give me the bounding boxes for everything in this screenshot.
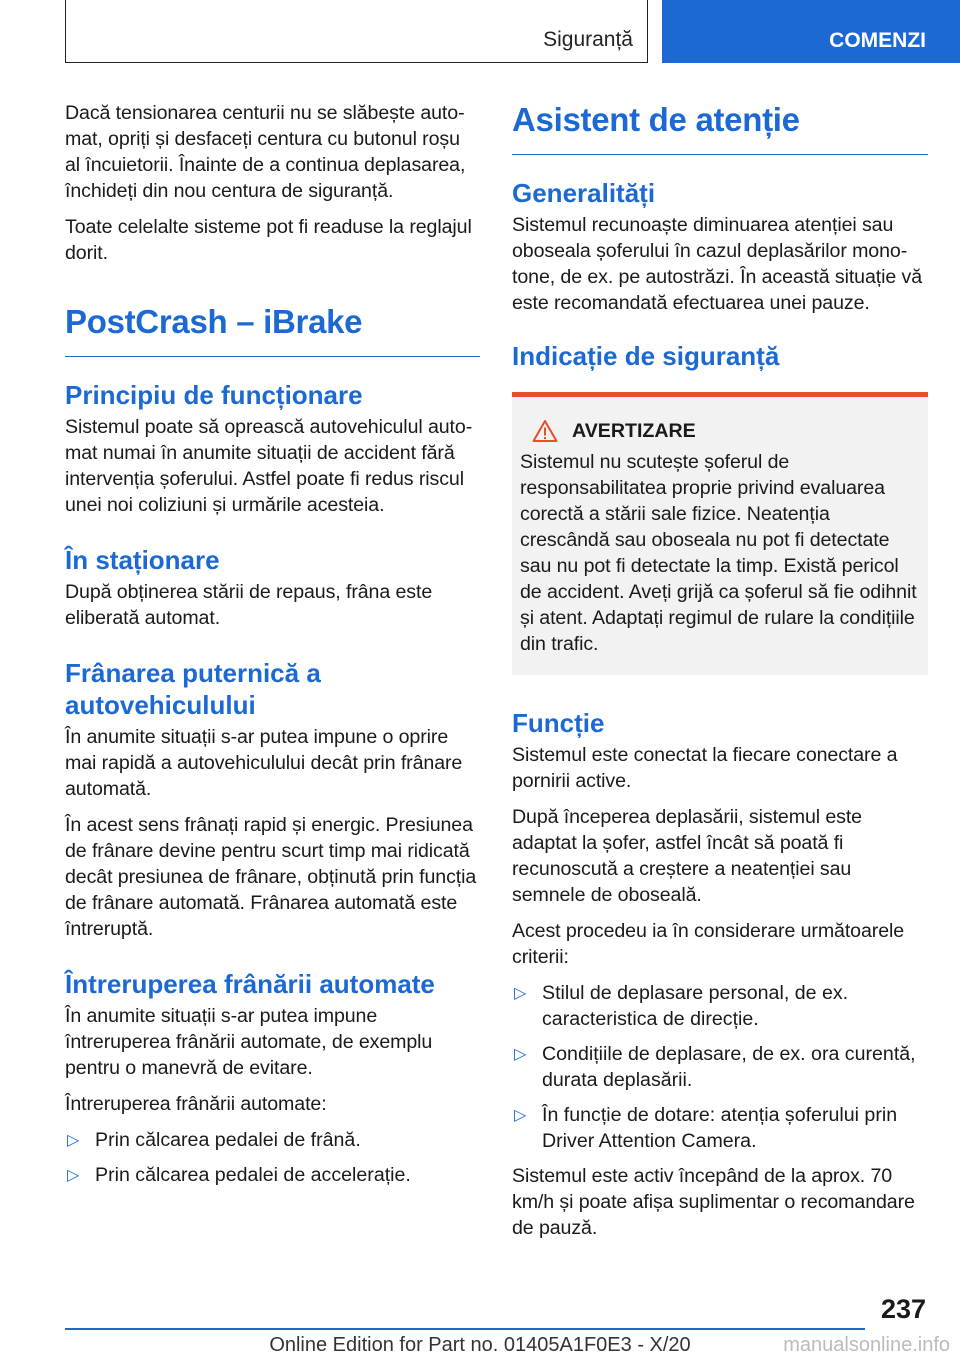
- warning-title: AVERTIZARE: [572, 419, 696, 442]
- triangle-bullet-icon: ▷: [514, 985, 527, 1002]
- subheading-stationare: În staționare: [65, 545, 220, 575]
- triangle-bullet-icon: ▷: [67, 1167, 80, 1184]
- page-number: 237: [880, 1294, 926, 1324]
- warning-box: [512, 392, 928, 675]
- list-item: ▷ Prin călcarea pedalei de accelerație.: [65, 1162, 480, 1188]
- triangle-bullet-icon: ▷: [514, 1046, 527, 1063]
- triangle-bullet-icon: ▷: [514, 1107, 527, 1124]
- header-section-title: Siguranță: [543, 28, 633, 51]
- paragraph: Întreruperea frânării automate:: [65, 1093, 327, 1115]
- left-column: [65, 100, 480, 1197]
- subheading-functie: Funcție: [512, 708, 605, 738]
- paragraph: În acest sens frânați rapid și energic. Presiunea de frânare devine pentru scurt timp mai ridicată decât presiunea de frânare, obținută prin funcția de frânare automată. Frânarea automată este întreruptă.: [65, 814, 477, 940]
- footer-divider: [65, 1328, 865, 1330]
- section-heading-asistent: Asistent de atenție: [512, 100, 928, 155]
- subheading-principiu: Principiu de funcționare: [65, 380, 363, 410]
- header-chapter-title: COMENZI: [829, 29, 926, 52]
- warning-triangle-icon: [532, 419, 558, 443]
- paragraph: Sistemul este activ începând de la aprox. 70 km/h și poate afișa suplimentar o recomandare de pauză.: [512, 1165, 915, 1239]
- paragraph: Sistemul este conectat la fiecare conectare a pornirii active.: [512, 744, 898, 792]
- right-column: [512, 100, 928, 1251]
- section-heading-postcrash: PostCrash – iBrake: [65, 302, 480, 357]
- paragraph: Sistemul recunoaște diminuarea atenției sau oboseala șoferului în cazul deplasărilor monotone, de ex. pe autostrăzi. În această situație vă este recomandată efectuarea unei pauze.: [512, 214, 922, 314]
- header-section-tab: [65, 0, 648, 63]
- bullet-list: [512, 980, 928, 1154]
- list-item: ▷ Condițiile de deplasare, de ex. ora curentă, durata deplasării.: [514, 1043, 916, 1091]
- bullet-list: [65, 1127, 480, 1188]
- paragraph: După începerea deplasării, sistemul este adaptat la șofer, astfel încât să poată fi recunoscută a creștere a neatenției sau semnele de oboseală.: [512, 806, 862, 906]
- header-chapter-tab[interactable]: [662, 0, 960, 63]
- paragraph: Toate celelalte sisteme pot fi readuse la reglajul dorit.: [65, 216, 472, 264]
- list-item: ▷ Prin călcarea pedalei de frână.: [65, 1127, 480, 1153]
- list-item: ▷ În funcție de dotare: atenția șoferului prin Driver Attention Camera.: [514, 1104, 898, 1152]
- paragraph: După obținerea stării de repaus, frâna este eliberată automat.: [65, 581, 433, 629]
- warning-text: Sistemul nu scutește șoferul de responsabilitatea proprie privind evaluarea corectă a stării sale fizice. Neatenția crescândă sau oboseala nu pot fi detectate sau nu pot fi detectate la timp. Există pericol de accident. Aveți grijă ca șoferul să fie odihnit și atent. Adaptați regimul de rulare la condițiile din trafic.: [520, 451, 917, 655]
- paragraph: Acest procedeu ia în considerare următoarele criterii:: [512, 920, 905, 968]
- subheading-intrerupere: Întreruperea frânării automate: [65, 969, 435, 999]
- subheading-indicatie: Indicație de siguranță: [512, 341, 780, 371]
- paragraph: Dacă tensionarea centurii nu se slăbește automat, opriți și desfaceți centura cu butonul roșu al încuietorii. Înainte de a continua deplasarea, închideți din nou centura de siguranță.: [65, 102, 466, 202]
- paragraph: În anumite situații s-ar putea impune întreruperea frânării automate, de exemplu pentru o manevră de evitare.: [65, 1005, 433, 1079]
- warning-title-row: [520, 419, 920, 443]
- subheading-generalitati: Generalități: [512, 178, 656, 208]
- paragraph: În anumite situații s-ar putea impune o oprire mai rapidă a autovehiculului decât prin frânare automată.: [65, 726, 463, 800]
- footer-edition: Online Edition for Part no. 01405A1F0E3 - X/20: [269, 1334, 691, 1356]
- list-item: ▷ Stilul de deplasare personal, de ex. caracteristica de direcție.: [514, 982, 849, 1030]
- paragraph: Sistemul poate să oprească autovehiculul automat numai în anumite situații de accident fără intervenția șoferului. Astfel poate fi redus riscul unei noi coliziuni și urmările acesteia.: [65, 416, 473, 516]
- footer-watermark: manualsonline.info: [783, 1334, 950, 1356]
- triangle-bullet-icon: ▷: [67, 1132, 80, 1149]
- subheading-franare: Frânarea puternică a autovehiculului: [65, 658, 321, 720]
